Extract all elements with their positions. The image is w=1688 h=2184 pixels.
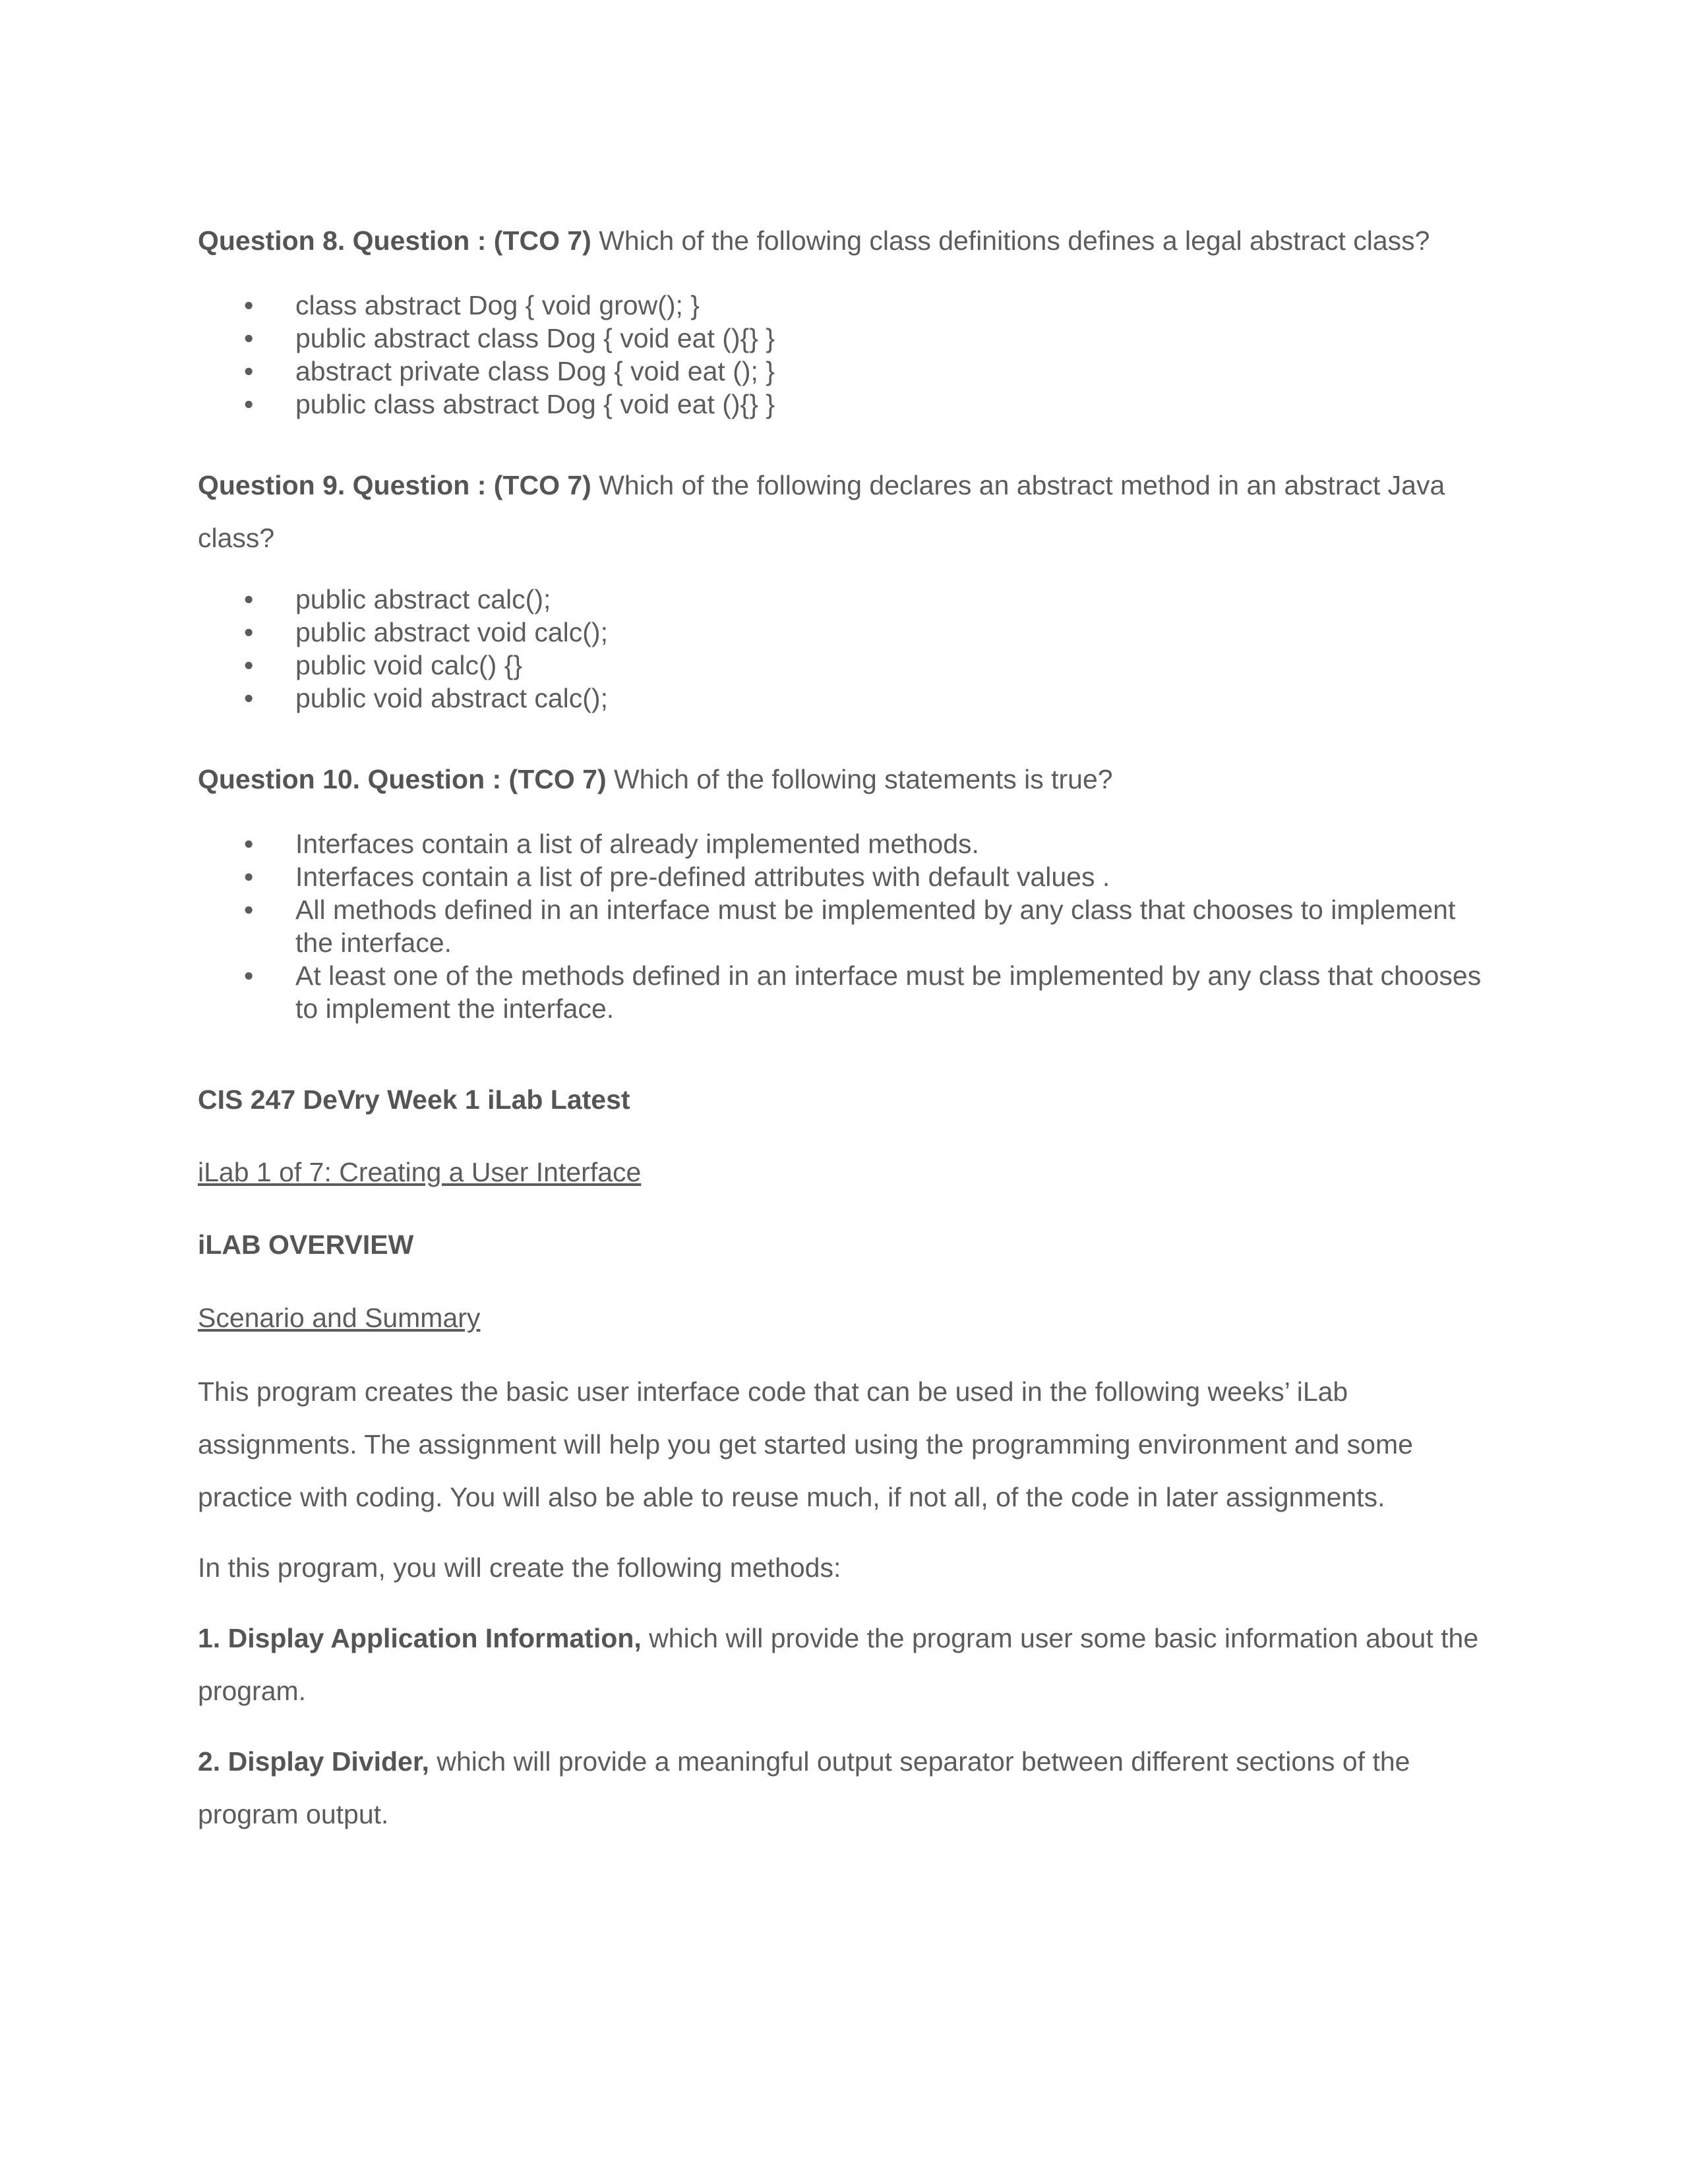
option-item — [198, 322, 1490, 355]
lab-heading: CIS 247 DeVry Week 1 iLab Latest — [198, 1084, 630, 1115]
bullet: • — [244, 862, 254, 892]
bullet: • — [244, 290, 254, 320]
method-item-1 — [198, 1612, 1490, 1717]
option-text: public abstract calc(); — [295, 584, 551, 614]
methods-intro: In this program, you will create the following methods: — [198, 1552, 841, 1583]
lab-title-link[interactable]: iLab 1 of 7: Creating a User Interface — [198, 1157, 642, 1187]
option-item — [198, 860, 1490, 893]
option-item — [198, 682, 1490, 715]
option-text: public void calc() {} — [295, 650, 523, 680]
option-item — [198, 616, 1490, 649]
question-8-text: Which of the following class definitions defines a legal abstract class? — [591, 225, 1430, 256]
option-item — [198, 893, 1490, 959]
question-9 — [198, 459, 1490, 564]
option-text: At least one of the methods defined in an interface must be implemented by any class that chooses to implement the interface. — [295, 960, 1482, 1024]
option-item — [198, 649, 1490, 682]
bullet: • — [244, 895, 254, 925]
summary-paragraph: This program creates the basic user interface code that can be used in the following weeks’ iLab assignments. The assignment will help you get started using the programming environment and some practice with coding. You will also be able to reuse much, if not all, of the code in later assignments. — [198, 1376, 1413, 1512]
scenario-heading: Scenario and Summary — [198, 1303, 481, 1333]
question-9-label: Question 9. Question : (TCO 7) — [198, 470, 591, 500]
bullet: • — [244, 683, 254, 713]
bullet: • — [244, 650, 254, 680]
option-text: Interfaces contain a list of already implemented methods. — [295, 829, 979, 859]
option-item — [198, 959, 1490, 1025]
option-text: public abstract void calc(); — [295, 617, 608, 647]
option-text: All methods defined in an interface must be implemented by any class that chooses to implement the interface. — [295, 895, 1456, 958]
option-item — [198, 388, 1490, 421]
bullet: • — [244, 584, 254, 614]
option-item — [198, 289, 1490, 322]
bullet: • — [244, 960, 254, 991]
method-item-2-text: which will provide a meaningful output separator between different sections of the program output. — [198, 1746, 1410, 1829]
question-10 — [198, 753, 1490, 806]
method-item-2-label: 2. Display Divider, — [198, 1746, 429, 1777]
question-8-label: Question 8. Question : (TCO 7) — [198, 225, 591, 256]
bullet: • — [244, 617, 254, 647]
option-item — [198, 583, 1490, 616]
question-8 — [198, 214, 1490, 267]
question-9-text: Which of the following declares an abstract method in an abstract Java class? — [198, 470, 1445, 553]
bullet: • — [244, 323, 254, 353]
bullet: • — [244, 829, 254, 859]
option-item — [198, 355, 1490, 388]
bullet: • — [244, 356, 254, 386]
document-page — [198, 214, 1490, 1841]
question-10-options — [198, 827, 1490, 1025]
method-item-1-text: which will provide the program user some basic information about the program. — [198, 1623, 1479, 1706]
option-text: Interfaces contain a list of pre-defined attributes with default values . — [295, 862, 1110, 892]
question-10-label: Question 10. Question : (TCO 7) — [198, 764, 607, 794]
option-text: public abstract class Dog { void eat (){} } — [295, 323, 775, 353]
option-text: public class abstract Dog { void eat (){} } — [295, 389, 775, 419]
method-item-2 — [198, 1735, 1490, 1841]
option-text: class abstract Dog { void grow(); } — [295, 290, 700, 320]
question-10-text: Which of the following statements is true? — [606, 764, 1113, 794]
option-text: public void abstract calc(); — [295, 683, 608, 713]
overview-heading: iLAB OVERVIEW — [198, 1229, 414, 1260]
bullet: • — [244, 389, 254, 419]
question-8-options — [198, 289, 1490, 421]
option-text: abstract private class Dog { void eat (); } — [295, 356, 775, 386]
method-item-1-label: 1. Display Application Information, — [198, 1623, 642, 1653]
question-9-options — [198, 583, 1490, 715]
option-item — [198, 827, 1490, 860]
